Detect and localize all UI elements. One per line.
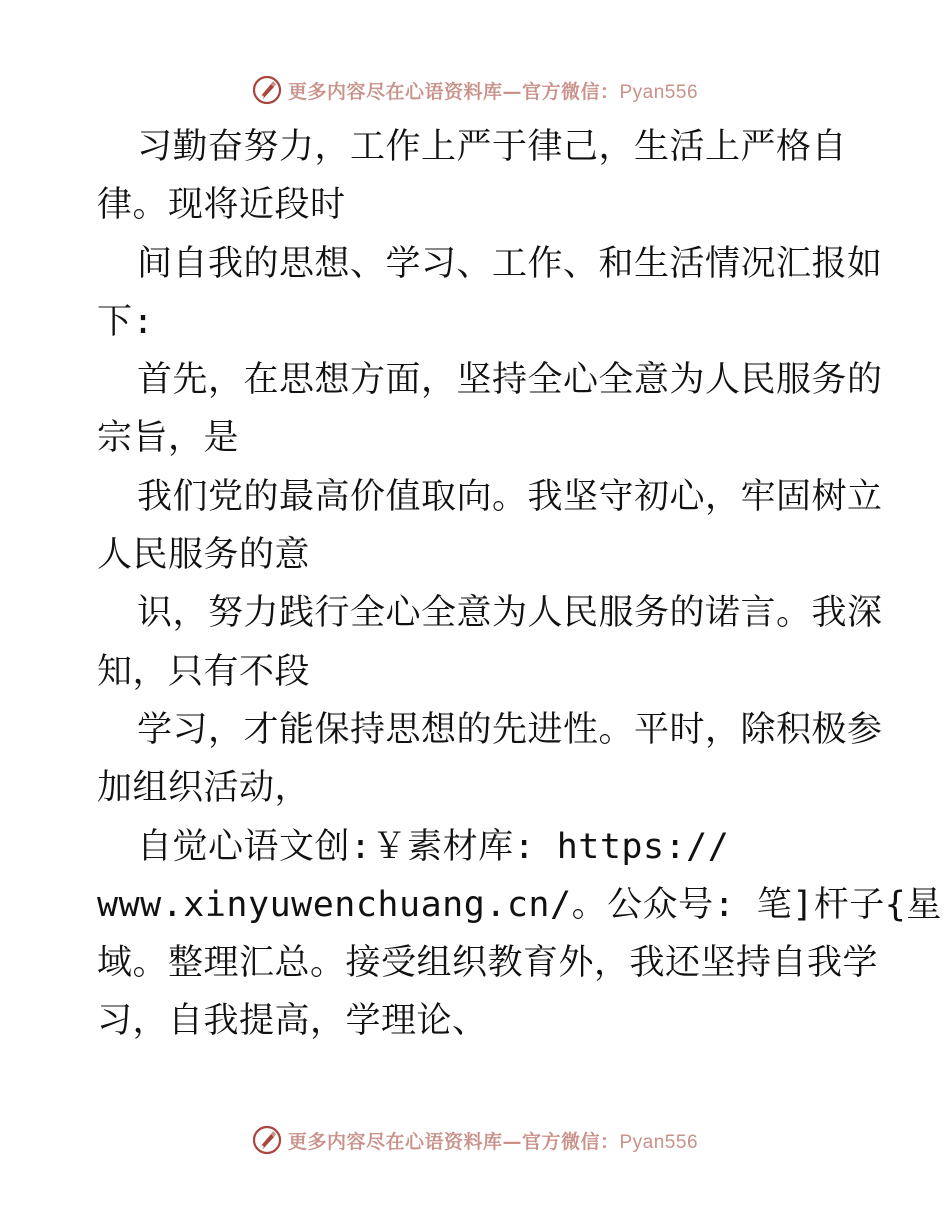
pen-nib-logo-icon (252, 75, 282, 105)
body-line: www.xinyuwenchuang.cn/。公众号: 笔]杆子{星 (97, 884, 942, 925)
body-line: 律。现将近段时 (97, 185, 346, 226)
pen-nib-logo-icon (252, 1125, 282, 1155)
footer-banner (0, 1120, 950, 1160)
footer-banner-text: 更多内容尽在心语资料库—官方微信：Pyan556 (287, 1130, 699, 1153)
body-line: 识，努力践行全心全意为人民服务的诺言。我深 (137, 593, 883, 634)
body-line: 人民服务的意 (97, 535, 311, 576)
body-line: 宗旨，是 (97, 418, 240, 459)
body-line: 我们党的最高价值取向。我坚守初心，牢固树立 (137, 476, 883, 517)
header-banner (0, 70, 950, 110)
body-line: 加组织活动， (97, 768, 311, 809)
header-banner-text: 更多内容尽在心语资料库—官方微信：Pyan556 (287, 80, 699, 103)
body-line: 习勤奋努力，工作上严于律己，生活上严格自 (137, 127, 848, 167)
body-line: 域。整理汇总。接受组织教育外，我还坚持自我学 (97, 943, 879, 984)
body-line: 间自我的思想、学习、工作、和生活情况汇报如 (137, 243, 883, 284)
body-line: 首先，在思想方面，坚持全心全意为人民服务的 (137, 360, 883, 401)
body-line: 知，只有不段 (97, 651, 311, 692)
body-line: 习，自我提高，学理论、 (97, 1001, 488, 1042)
body-line: 学习，才能保持思想的先进性。平时，除积极参 (137, 709, 883, 750)
body-line: 自觉心语文创:￥素材库: https:// (137, 826, 730, 867)
document-body (97, 118, 942, 1051)
body-line: 下: (97, 301, 155, 342)
